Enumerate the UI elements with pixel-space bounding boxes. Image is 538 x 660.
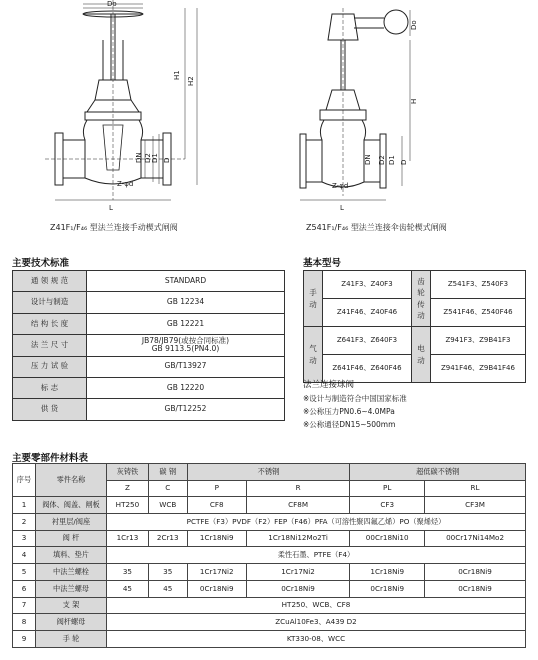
spec-value: GB/T13927: [87, 356, 285, 377]
svg-text:H: H: [410, 98, 418, 104]
model-code: Z541F46、Z540F46: [430, 299, 525, 327]
parts-row: [13, 614, 526, 631]
parts-row: [13, 514, 526, 531]
parts-code: PL: [350, 480, 425, 497]
parts-material: 1Cr18Ni9: [187, 530, 246, 547]
spec-row: [13, 377, 285, 398]
parts-row: [13, 547, 526, 564]
parts-name: 中法兰螺栓: [36, 564, 107, 581]
parts-row: [13, 630, 526, 647]
parts-material: 00Cr17Ni14Mo2: [425, 530, 526, 547]
model-group-label: 气 动: [304, 327, 323, 383]
spec-label: 设计与制造: [13, 292, 87, 313]
ball-valve-title: 法兰连接球阀: [303, 380, 355, 390]
parts-name: 阀 杆: [36, 530, 107, 547]
svg-text:H1: H1: [173, 70, 181, 80]
parts-header-material: 不锈钢: [187, 464, 350, 481]
spec-row: [13, 313, 285, 334]
model-row: [304, 327, 526, 355]
parts-material: 35: [148, 564, 187, 581]
parts-code: C: [148, 480, 187, 497]
svg-text:L: L: [109, 204, 113, 212]
parts-header-row: [13, 464, 526, 481]
spec-label: 供 货: [13, 399, 87, 420]
parts-no: 9: [13, 630, 36, 647]
ball-valve-bullet: ※设计与制造符合中国国家标准: [303, 394, 407, 403]
parts-no: 2: [13, 514, 36, 531]
spec-value: GB 12221: [87, 313, 285, 334]
model-code: Z941F3、Z9B41F3: [430, 327, 525, 355]
parts-header-material: 超低碳不锈钢: [350, 464, 526, 481]
spec-row: [13, 356, 285, 377]
parts-name: 阀杆螺母: [36, 614, 107, 631]
model-code: Z941F46、Z9B41F46: [430, 355, 525, 383]
ball-valve-bullet: ※公称通径DN15~500mm: [303, 420, 396, 429]
parts-material: 0Cr18Ni9: [425, 580, 526, 597]
svg-text:D: D: [163, 157, 171, 163]
parts-material: 0Cr18Ni9: [187, 580, 246, 597]
svg-text:Z-φd: Z-φd: [332, 182, 349, 190]
ball-valve-bullet: ※公称压力PN0.6~4.0MPa: [303, 407, 395, 416]
model-row: [304, 271, 526, 299]
left-caption: Z41F₁/F₄₆ 型法兰连接手动楔式闸阀: [50, 223, 178, 232]
parts-row: [13, 497, 526, 514]
parts-row: [13, 580, 526, 597]
svg-text:Z-φd: Z-φd: [117, 180, 134, 188]
spec-value: STANDARD: [87, 271, 285, 292]
parts-no: 4: [13, 547, 36, 564]
spec-value: GB 12234: [87, 292, 285, 313]
parts-material: CF8: [187, 497, 246, 514]
parts-title: 主要零部件材料表: [12, 453, 89, 464]
svg-text:L: L: [340, 204, 344, 212]
right-valve-drawing: [298, 0, 428, 222]
parts-no: 7: [13, 597, 36, 614]
parts-code: P: [187, 480, 246, 497]
parts-table: [12, 463, 526, 648]
svg-text:D1: D1: [388, 155, 396, 165]
parts-row: [13, 597, 526, 614]
model-group-label: 齿 轮 传 动: [411, 271, 430, 327]
spec-row: [13, 292, 285, 313]
svg-text:D2: D2: [144, 153, 152, 163]
spec-row: [13, 271, 285, 292]
parts-material: CF3: [350, 497, 425, 514]
parts-row: [13, 564, 526, 581]
parts-name: 手 轮: [36, 630, 107, 647]
spec-table: [12, 270, 285, 421]
parts-no: 5: [13, 564, 36, 581]
parts-material: 1Cr18Ni9: [350, 564, 425, 581]
model-code: Z541F3、Z540F3: [430, 271, 525, 299]
parts-material: 0Cr18Ni9: [246, 580, 349, 597]
spec-label: 压 力 试 验: [13, 356, 87, 377]
model-code: Z641F3、Z640F3: [323, 327, 412, 355]
parts-name: 填料、垫片: [36, 547, 107, 564]
model-code: Z41F3、Z40F3: [323, 271, 412, 299]
model-group-label: 手 动: [304, 271, 323, 327]
parts-material: WCB: [148, 497, 187, 514]
parts-material: 2Cr13: [148, 530, 187, 547]
spec-label: 结 构 长 度: [13, 313, 87, 334]
dim-do-left: Do: [107, 0, 117, 8]
parts-material: 35: [107, 564, 149, 581]
right-valve-svg: [298, 0, 428, 222]
spec-value: GB 12220: [87, 377, 285, 398]
spec-title: 主要技术标准: [12, 258, 70, 269]
parts-name: 阀体、阀盖、闸板: [36, 497, 107, 514]
parts-material: 0Cr18Ni9: [425, 564, 526, 581]
models-title: 基本型号: [303, 258, 342, 269]
spec-value: JB78/JB79(或按合同标准) GB 9113.5(PN4.0): [87, 335, 285, 356]
svg-text:Do: Do: [410, 20, 418, 30]
ball-valve-bullets: [303, 392, 407, 431]
parts-code: R: [246, 480, 349, 497]
parts-header-material: 灰铸铁: [107, 464, 149, 481]
svg-text:D2: D2: [378, 155, 386, 165]
model-table: [303, 270, 526, 383]
parts-name: 衬里层/阀座: [36, 514, 107, 531]
svg-text:H2: H2: [187, 76, 195, 86]
model-code: Z641F46、Z640F46: [323, 355, 412, 383]
parts-material: 1Cr18Ni12Mo2Ti: [246, 530, 349, 547]
parts-no: 3: [13, 530, 36, 547]
svg-text:D: D: [400, 159, 408, 165]
svg-text:D1: D1: [151, 153, 159, 163]
parts-row: [13, 530, 526, 547]
parts-header-material: 碳 钢: [148, 464, 187, 481]
parts-name: 支 架: [36, 597, 107, 614]
model-group-label: 电 动: [411, 327, 430, 383]
spec-row: [13, 399, 285, 420]
spec-label: 通 领 规 范: [13, 271, 87, 292]
parts-material: 0Cr18Ni9: [350, 580, 425, 597]
parts-material: 1Cr13: [107, 530, 149, 547]
parts-name: 中法兰螺母: [36, 580, 107, 597]
parts-material: 45: [148, 580, 187, 597]
spec-label: 法 兰 尺 寸: [13, 335, 87, 356]
parts-code: Z: [107, 480, 149, 497]
parts-material: CF8M: [246, 497, 349, 514]
parts-material-span: ZCuAl10Fe3、A439 D2: [107, 614, 526, 631]
model-code: Z41F46、Z40F46: [323, 299, 412, 327]
parts-material-span: PCTFE（F3）PVDF（F2）FEP（F46）PFA（可溶性聚四氟乙烯）PO（聚烯烃）: [107, 514, 526, 531]
spec-label: 标 志: [13, 377, 87, 398]
parts-material-span: KT330-08、WCC: [107, 630, 526, 647]
parts-code: RL: [425, 480, 526, 497]
right-caption: Z541F₁/F₄₆ 型法兰连接伞齿轮楔式闸阀: [306, 223, 447, 232]
spec-value: GB/T12252: [87, 399, 285, 420]
parts-header-no: 序号: [13, 464, 36, 497]
parts-material: HT250: [107, 497, 149, 514]
parts-no: 1: [13, 497, 36, 514]
svg-text:DN: DN: [135, 152, 143, 163]
parts-material-span: 柔性石墨、PTFE（F4）: [107, 547, 526, 564]
left-valve-svg: [45, 0, 215, 222]
parts-material: 1Cr17Ni2: [246, 564, 349, 581]
parts-material-span: HT250、WCB、CF8: [107, 597, 526, 614]
parts-material: 45: [107, 580, 149, 597]
parts-material: CF3M: [425, 497, 526, 514]
left-valve-drawing: [45, 0, 215, 222]
svg-text:DN: DN: [364, 154, 372, 165]
parts-material: 1Cr17Ni2: [187, 564, 246, 581]
parts-no: 6: [13, 580, 36, 597]
parts-no: 8: [13, 614, 36, 631]
parts-header-name: 零件名称: [36, 464, 107, 497]
spec-row: [13, 335, 285, 356]
parts-material: 00Cr18Ni10: [350, 530, 425, 547]
